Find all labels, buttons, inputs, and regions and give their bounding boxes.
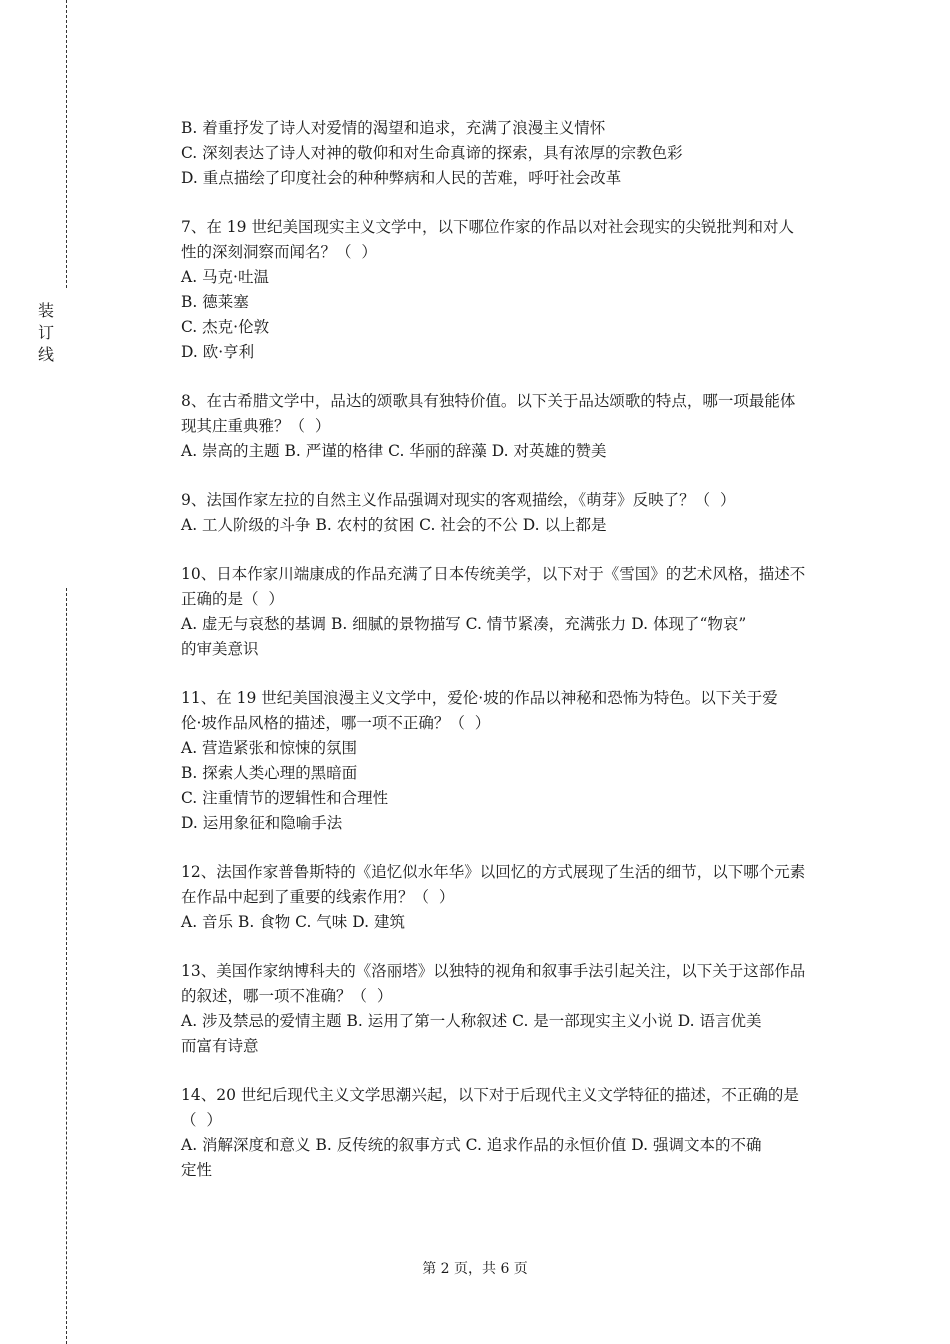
question-stem: 11、在 19 世纪美国浪漫主义文学中，爱伦·坡的作品以神秘和恐怖为特色。以下关于爱 (181, 689, 778, 707)
question-14 (181, 1083, 841, 1183)
question-stem: 7、在 19 世纪美国现实主义文学中，以下哪位作家的作品以对社会现实的尖锐批判和对人 (181, 218, 794, 236)
continued-question (181, 116, 841, 191)
exam-content (181, 116, 841, 1183)
question-9 (181, 488, 841, 538)
binding-label (36, 300, 56, 366)
option: D. 重点描绘了印度社会的种种弊病和人民的苦难，呼吁社会改革 (181, 169, 622, 187)
question-stem: 伦·坡作品风格的描述，哪一项不正确？（ ） (181, 714, 491, 732)
option: 定性 (181, 1161, 213, 1179)
option: C. 深刻表达了诗人对神的敬仰和对生命真谛的探索，具有浓厚的宗教色彩 (181, 144, 683, 162)
question-stem: （ ） (181, 1111, 222, 1129)
option: A. 崇高的主题 B. 严谨的格律 C. 华丽的辞藻 D. 对英雄的赞美 (181, 442, 607, 460)
option: D. 运用象征和隐喻手法 (181, 814, 343, 832)
question-12 (181, 860, 841, 935)
question-7 (181, 215, 841, 365)
page-number-label: 第 2 页，共 6 页 (422, 1261, 528, 1277)
option: A. 音乐 B. 食物 C. 气味 D. 建筑 (181, 913, 405, 931)
option: D. 欧·亨利 (181, 343, 255, 361)
option: 的审美意识 (181, 640, 259, 658)
option: B. 着重抒发了诗人对爱情的渴望和追求，充满了浪漫主义情怀 (181, 119, 606, 137)
question-stem: 12、法国作家普鲁斯特的《追忆似水年华》以回忆的方式展现了生活的细节，以下哪个元素 (181, 863, 806, 881)
option: C. 注重情节的逻辑性和合理性 (181, 789, 389, 807)
option: C. 杰克·伦敦 (181, 318, 270, 336)
option: A. 工人阶级的斗争 B. 农村的贫困 C. 社会的不公 D. 以上都是 (181, 516, 607, 534)
option: 而富有诗意 (181, 1037, 259, 1055)
question-stem: 性的深刻洞察而闻名？（ ） (181, 243, 377, 261)
question-10 (181, 562, 841, 662)
question-stem: 10、日本作家川端康成的作品充满了日本传统美学，以下对于《雪国》的艺术风格，描述不 (181, 565, 806, 583)
option: B. 德莱塞 (181, 293, 249, 311)
option: A. 马克·吐温 (181, 268, 269, 286)
question-13 (181, 959, 841, 1059)
option: A. 消解深度和意义 B. 反传统的叙事方式 C. 追求作品的永恒价值 D. 强调文本的不确 (181, 1136, 762, 1154)
question-stem: 正确的是（ ） (181, 590, 284, 608)
question-stem: 13、美国作家纳博科夫的《洛丽塔》以独特的视角和叙事手法引起关注，以下关于这部作品 (181, 962, 806, 980)
question-stem: 现其庄重典雅？（ ） (181, 417, 331, 435)
option: A. 营造紧张和惊悚的氛围 (181, 739, 358, 757)
question-11 (181, 686, 841, 836)
binding-char: 装 (37, 301, 54, 320)
question-stem: 9、法国作家左拉的自然主义作品强调对现实的客观描绘，《萌芽》反映了？（ ） (181, 491, 736, 509)
option: B. 探索人类心理的黑暗面 (181, 764, 358, 782)
question-stem: 在作品中起到了重要的线索作用？（ ） (181, 888, 455, 906)
option: A. 虚无与哀愁的基调 B. 细腻的景物描写 C. 情节紧凑，充满张力 D. 体现了“物哀” (181, 615, 747, 633)
option: A. 涉及禁忌的爱情主题 B. 运用了第一人称叙述 C. 是一部现实主义小说 D. 语言优美 (181, 1012, 762, 1030)
page-footer (0, 1258, 950, 1278)
binding-char: 订 (37, 323, 54, 342)
binding-dashed-line-bottom (66, 588, 67, 1344)
question-stem: 8、在古希腊文学中，品达的颂歌具有独特价值。以下关于品达颂歌的特点，哪一项最能体 (181, 392, 796, 410)
question-8 (181, 389, 841, 464)
question-stem: 14、20 世纪后现代主义文学思潮兴起，以下对于后现代主义文学特征的描述，不正确的是 (181, 1086, 799, 1104)
binding-dashed-line-top (66, 0, 67, 288)
question-stem: 的叙述，哪一项不准确？（ ） (181, 987, 393, 1005)
binding-char: 线 (37, 345, 54, 364)
